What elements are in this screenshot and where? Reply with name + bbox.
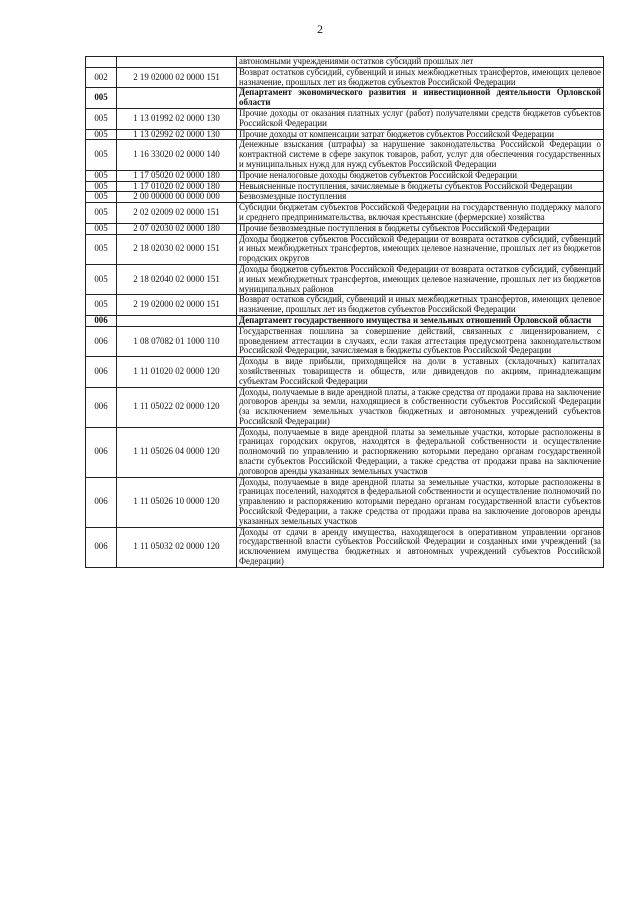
- budget-classification-code-cell: 2 02 02009 02 0000 151: [117, 203, 237, 224]
- revenue-name-cell: Доходы, получаемые в виде арендной платы, а также средства от продажи права на заключение договоров аренды за земли, находящиеся в собственности субъектов Российской Федерации (за исключением земельных участков бюджетных и автономных учреждений субъектов Российской Федерации): [237, 387, 604, 427]
- table-row: [86, 170, 604, 181]
- budget-classification-code-cell: 1 11 01020 02 0000 120: [117, 357, 237, 387]
- department-header-row: [86, 88, 604, 109]
- administrator-code-cell: 006: [86, 326, 117, 356]
- budget-classification-code-cell: 1 11 05032 02 0000 120: [117, 527, 237, 567]
- revenue-name-cell: Прочие неналоговые доходы бюджетов субъектов Российской Федерации: [237, 170, 604, 181]
- revenue-name-cell: Прочие доходы от компенсации затрат бюджетов субъектов Российской Федерации: [237, 129, 604, 140]
- budget-classification-code-cell: [117, 57, 237, 68]
- administrator-code-cell: 005: [86, 223, 117, 234]
- revenue-name-cell: Прочие доходы от оказания платных услуг (работ) получателями средств бюджетов субъектов Российской Федерации: [237, 108, 604, 129]
- revenue-name-cell: Денежные взыскания (штрафы) за нарушение законодательства Российской Федерации о контрактной системе в сфере закупок товаров, работ, услуг для обеспечения государственных и муниципальных нужд для нужд субъектов Российской Федерации: [237, 140, 604, 170]
- revenue-name-cell: Возврат остатков субсидий, субвенций и иных межбюджетных трансфертов, имеющих целевое назначение, прошлых лет из бюджетов субъектов Российской Федерации: [237, 67, 604, 88]
- revenue-name-cell: Доходы, получаемые в виде арендной платы за земельные участки, которые расположены в границах поселений, находятся в федеральной собственности и осуществление полномочий по управлению и распоряжению которыми передано органам государственной власти субъектов Российской Федерации, а также средства от продажи права на заключение договоров аренды указанных земельных участков: [237, 477, 604, 527]
- table-row: [86, 192, 604, 203]
- revenue-name-cell: Доходы в виде прибыли, приходящейся на доли в уставных (складочных) капиталах хозяйственных товариществ и обществ, или дивидендов по акциям, принадлежащим субъектам Российской Федерации: [237, 357, 604, 387]
- administrator-code-cell: 005: [86, 140, 117, 170]
- administrator-code-cell: 005: [86, 181, 117, 192]
- table-row: [86, 427, 604, 477]
- revenue-name-cell: Доходы бюджетов субъектов Российской Федерации от возврата остатков субсидий, субвенций и иных межбюджетных трансфертов, имеющих целевое назначение, прошлых лет из бюджетов городских округов: [237, 234, 604, 264]
- budget-classification-code-cell: 1 11 05026 04 0000 120: [117, 427, 237, 477]
- administrator-code-cell: [86, 57, 117, 68]
- budget-classification-code-cell: 1 17 05020 02 0000 180: [117, 170, 237, 181]
- table-row: [86, 57, 604, 68]
- budget-classification-code-cell: 2 19 02000 02 0000 151: [117, 295, 237, 316]
- budget-classification-code-cell: 1 11 05026 10 0000 120: [117, 477, 237, 527]
- revenue-name-cell: Прочие безвозмездные поступления в бюджеты субъектов Российской Федерации: [237, 223, 604, 234]
- page-number: 2: [317, 22, 323, 36]
- administrator-code-cell: 006: [86, 477, 117, 527]
- budget-classification-code-cell: 1 13 02992 02 0000 130: [117, 129, 237, 140]
- table-row: [86, 140, 604, 170]
- budget-classification-code-cell: 2 19 02000 02 0000 151: [117, 67, 237, 88]
- revenue-name-cell: автономными учреждениями остатков субсидий прошлых лет: [237, 57, 604, 68]
- revenue-name-cell: Департамент государственного имущества и земельных отношений Орловской области: [237, 315, 604, 326]
- budget-classification-code-cell: 1 13 01992 02 0000 130: [117, 108, 237, 129]
- table-row: [86, 67, 604, 88]
- administrator-code-cell: 005: [86, 88, 117, 109]
- budget-classification-code-cell: 1 11 05022 02 0000 120: [117, 387, 237, 427]
- budget-classification-code-cell: 1 08 07082 01 1000 110: [117, 326, 237, 356]
- table-row: [86, 357, 604, 387]
- revenue-name-cell: Государственная пошлина за совершение действий, связанных с лицензированием, с проведением аттестации в случаях, если такая аттестация предусмотрена законодательством Российской Федерации, зачисляемая в бюджеты субъектов Российской Федерации: [237, 326, 604, 356]
- revenue-name-cell: Невыясненные поступления, зачисляемые в бюджеты субъектов Российской Федерации: [237, 181, 604, 192]
- administrator-code-cell: 005: [86, 170, 117, 181]
- budget-classification-code-cell: 2 07 02030 02 0000 180: [117, 223, 237, 234]
- administrator-code-cell: 006: [86, 427, 117, 477]
- table-row: [86, 181, 604, 192]
- administrator-code-cell: 005: [86, 192, 117, 203]
- administrator-code-cell: 005: [86, 234, 117, 264]
- budget-classification-code-cell: 2 18 02040 02 0000 151: [117, 264, 237, 294]
- revenue-name-cell: Доходы, получаемые в виде арендной платы за земельные участки, которые расположены в границах городских округов, находятся в федеральной собственности и осуществление полномочий по управлению и распоряжению которыми передано органам государственной власти субъектов Российской Федерации, а также средства от продажи права на заключение договоров аренды указанных земельных участков: [237, 427, 604, 477]
- table-row: [86, 326, 604, 356]
- revenue-name-cell: Доходы бюджетов субъектов Российской Федерации от возврата остатков субсидий, субвенций и иных межбюджетных трансфертов, имеющих целевое назначение, прошлых лет из бюджетов муниципальных районов: [237, 264, 604, 294]
- budget-classification-code-cell: 1 17 01020 02 0000 180: [117, 181, 237, 192]
- table-row: [86, 477, 604, 527]
- administrator-code-cell: 006: [86, 387, 117, 427]
- table-row: [86, 108, 604, 129]
- administrator-code-cell: 002: [86, 67, 117, 88]
- revenue-name-cell: Безвозмездные поступления: [237, 192, 604, 203]
- budget-classification-code-cell: [117, 315, 237, 326]
- revenue-name-cell: Доходы от сдачи в аренду имущества, находящегося в оперативном управлении органов государственной власти субъектов Российской Федерации и созданных ими учреждений (за исключением имущества бюджетных и автономных учреждений субъектов Российской Федерации): [237, 527, 604, 567]
- table-row: [86, 387, 604, 427]
- budget-classification-code-cell: 1 16 33020 02 0000 140: [117, 140, 237, 170]
- table-row: [86, 129, 604, 140]
- administrator-code-cell: 006: [86, 357, 117, 387]
- administrator-code-cell: 005: [86, 203, 117, 224]
- table-row: [86, 527, 604, 567]
- revenue-name-cell: Департамент экономического развития и инвестиционной деятельности Орловской области: [237, 88, 604, 109]
- administrator-code-cell: 005: [86, 295, 117, 316]
- budget-classification-code-cell: 2 18 02030 02 0000 151: [117, 234, 237, 264]
- budget-classification-code-cell: 2 00 00000 00 0000 000: [117, 192, 237, 203]
- administrator-code-cell: 006: [86, 315, 117, 326]
- table-row: [86, 295, 604, 316]
- administrator-code-cell: 005: [86, 108, 117, 129]
- budget-classification-code-cell: [117, 88, 237, 109]
- table-row: [86, 223, 604, 234]
- revenue-codes-table: [85, 56, 604, 568]
- table-row: [86, 264, 604, 294]
- administrator-code-cell: 005: [86, 129, 117, 140]
- revenue-name-cell: Возврат остатков субсидий, субвенций и иных межбюджетных трансфертов, имеющих целевое назначение, прошлых лет из бюджетов субъектов Российской Федерации: [237, 295, 604, 316]
- administrator-code-cell: 005: [86, 264, 117, 294]
- administrator-code-cell: 006: [86, 527, 117, 567]
- revenue-name-cell: Субсидии бюджетам субъектов Российской Федерации на государственную поддержку малого и среднего предпринимательства, включая крестьянские (фермерские) хозяйства: [237, 203, 604, 224]
- department-header-row: [86, 315, 604, 326]
- table-row: [86, 234, 604, 264]
- table-row: [86, 203, 604, 224]
